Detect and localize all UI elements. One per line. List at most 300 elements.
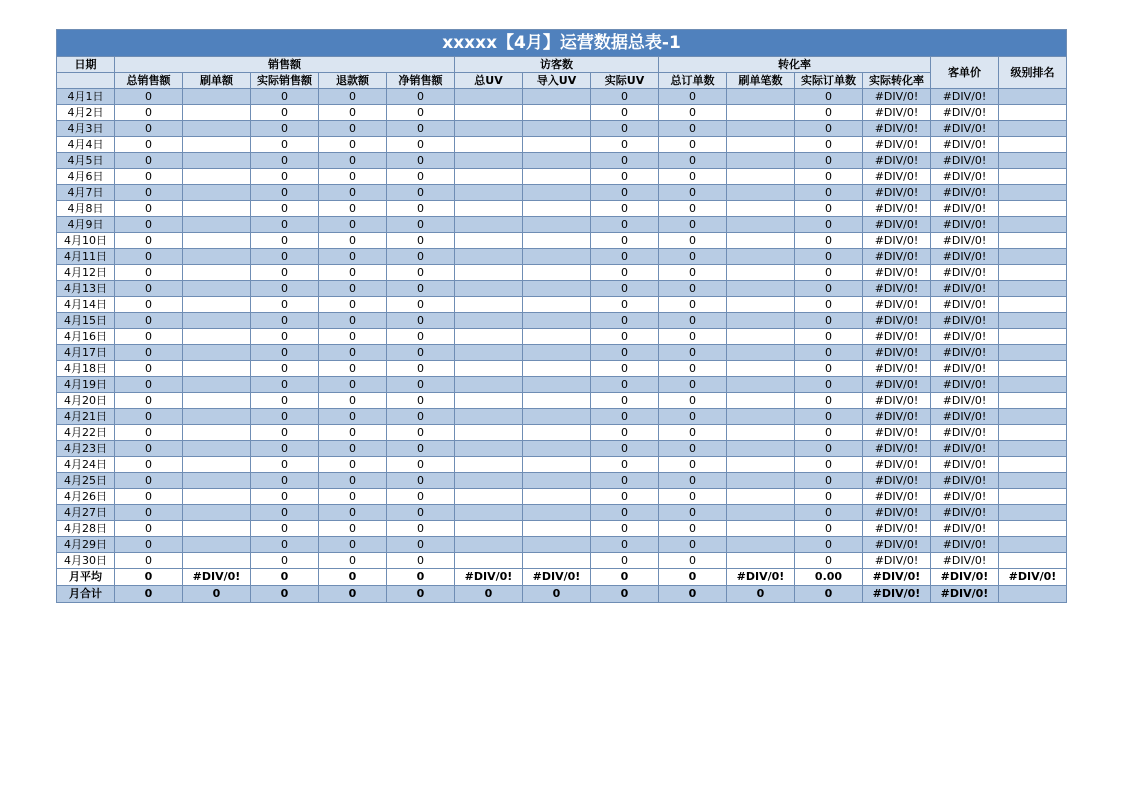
row-date: 4月11日 [57, 249, 115, 265]
summary-cell: 0 [115, 586, 183, 603]
table-row [57, 377, 1067, 393]
header-sales-group: 销售额 [115, 57, 455, 73]
table-cell: 0 [115, 105, 183, 121]
table-cell: #DIV/0! [931, 265, 999, 281]
table-cell: 0 [591, 249, 659, 265]
table-cell [727, 185, 795, 201]
table-cell: #DIV/0! [931, 441, 999, 457]
summary-cell: #DIV/0! [727, 569, 795, 586]
operations-summary-table [56, 29, 1067, 603]
summary-cell: 0 [455, 586, 523, 603]
table-cell: 0 [795, 473, 863, 489]
table-cell [455, 89, 523, 105]
summary-cell: 0 [387, 569, 455, 586]
header-actual-orders: 实际订单数 [795, 73, 863, 89]
table-cell: 0 [115, 121, 183, 137]
table-cell [455, 393, 523, 409]
table-row [57, 553, 1067, 569]
table-cell [455, 377, 523, 393]
table-row [57, 473, 1067, 489]
table-cell [523, 169, 591, 185]
table-cell: #DIV/0! [863, 489, 931, 505]
table-cell [999, 121, 1067, 137]
table-cell: 0 [591, 489, 659, 505]
table-cell: #DIV/0! [931, 329, 999, 345]
table-cell: 0 [115, 345, 183, 361]
table-cell [999, 185, 1067, 201]
table-row [57, 89, 1067, 105]
summary-cell: #DIV/0! [183, 569, 251, 586]
table-cell: 0 [659, 409, 727, 425]
header-net-sales: 净销售额 [387, 73, 455, 89]
table-cell [183, 441, 251, 457]
table-cell [999, 441, 1067, 457]
table-cell [455, 409, 523, 425]
row-date: 4月12日 [57, 265, 115, 281]
table-row [57, 137, 1067, 153]
row-date: 4月28日 [57, 521, 115, 537]
table-cell: 0 [115, 233, 183, 249]
summary-cell: #DIV/0! [863, 569, 931, 586]
table-cell: 0 [795, 361, 863, 377]
table-cell: 0 [591, 265, 659, 281]
table-cell: 0 [591, 137, 659, 153]
table-cell [183, 489, 251, 505]
header-unit-price: 客单价 [931, 57, 999, 89]
table-cell [455, 233, 523, 249]
table-cell: 0 [795, 553, 863, 569]
table-cell: 0 [115, 377, 183, 393]
table-cell: 0 [319, 361, 387, 377]
table-cell: 0 [659, 553, 727, 569]
table-cell [183, 105, 251, 121]
summary-cell: 0 [659, 586, 727, 603]
table-cell: #DIV/0! [863, 137, 931, 153]
table-cell: 0 [115, 265, 183, 281]
table-cell [455, 441, 523, 457]
table-cell: 0 [591, 89, 659, 105]
table-row [57, 297, 1067, 313]
table-cell: 0 [659, 393, 727, 409]
row-date: 4月3日 [57, 121, 115, 137]
table-cell: #DIV/0! [863, 121, 931, 137]
table-cell [523, 217, 591, 233]
table-row [57, 505, 1067, 521]
table-cell: 0 [591, 505, 659, 521]
table-cell: #DIV/0! [931, 169, 999, 185]
table-cell: #DIV/0! [863, 185, 931, 201]
row-date: 4月9日 [57, 217, 115, 233]
table-cell [455, 265, 523, 281]
table-cell [999, 137, 1067, 153]
table-cell: #DIV/0! [863, 377, 931, 393]
row-date: 4月26日 [57, 489, 115, 505]
table-cell: 0 [659, 377, 727, 393]
table-cell: 0 [795, 249, 863, 265]
header-date: 日期 [57, 57, 115, 73]
table-cell: 0 [319, 329, 387, 345]
table-cell: 0 [591, 281, 659, 297]
table-cell: #DIV/0! [931, 297, 999, 313]
table-cell: #DIV/0! [931, 393, 999, 409]
table-cell [183, 217, 251, 233]
table-cell [183, 185, 251, 201]
summary-cell: 0 [115, 569, 183, 586]
table-cell [455, 345, 523, 361]
summary-cell: #DIV/0! [523, 569, 591, 586]
table-cell [523, 409, 591, 425]
table-cell: #DIV/0! [931, 521, 999, 537]
table-cell: #DIV/0! [931, 201, 999, 217]
table-cell [999, 505, 1067, 521]
table-cell: 0 [387, 361, 455, 377]
table-cell: 0 [115, 473, 183, 489]
table-cell: #DIV/0! [863, 313, 931, 329]
table-cell [455, 281, 523, 297]
table-cell [999, 521, 1067, 537]
table-cell: 0 [319, 553, 387, 569]
table-cell: 0 [387, 153, 455, 169]
table-cell: 0 [659, 201, 727, 217]
table-cell: 0 [795, 409, 863, 425]
table-cell: #DIV/0! [863, 505, 931, 521]
table-cell: 0 [659, 89, 727, 105]
table-cell: 0 [115, 89, 183, 105]
header-actual-uv: 实际UV [591, 73, 659, 89]
sheet-title: xxxxx【4月】运营数据总表-1 [57, 30, 1067, 57]
table-cell: 0 [659, 169, 727, 185]
table-cell: 0 [387, 105, 455, 121]
table-cell: #DIV/0! [863, 409, 931, 425]
table-cell: 0 [251, 217, 319, 233]
table-row [57, 521, 1067, 537]
table-cell: 0 [387, 137, 455, 153]
table-cell [727, 425, 795, 441]
header-actual-sales: 实际销售额 [251, 73, 319, 89]
table-cell [727, 553, 795, 569]
table-cell: 0 [251, 89, 319, 105]
table-cell [523, 89, 591, 105]
table-cell: 0 [591, 457, 659, 473]
table-row [57, 537, 1067, 553]
table-cell [183, 153, 251, 169]
table-cell [455, 425, 523, 441]
table-cell: #DIV/0! [863, 441, 931, 457]
table-cell [455, 169, 523, 185]
table-row [57, 329, 1067, 345]
table-cell: #DIV/0! [931, 185, 999, 201]
table-cell [999, 537, 1067, 553]
table-cell: 0 [115, 217, 183, 233]
table-cell: #DIV/0! [931, 249, 999, 265]
table-cell [455, 313, 523, 329]
table-cell [183, 329, 251, 345]
table-cell [523, 329, 591, 345]
table-cell: 0 [115, 361, 183, 377]
table-cell: 0 [795, 377, 863, 393]
summary-cell: 0 [319, 586, 387, 603]
table-cell: 0 [387, 393, 455, 409]
table-cell: #DIV/0! [863, 297, 931, 313]
table-cell [183, 473, 251, 489]
table-cell: 0 [115, 537, 183, 553]
table-cell: 0 [251, 233, 319, 249]
table-cell: #DIV/0! [931, 345, 999, 361]
table-cell: 0 [591, 153, 659, 169]
table-cell: 0 [115, 425, 183, 441]
table-cell: 0 [319, 153, 387, 169]
table-cell: 0 [387, 457, 455, 473]
table-cell: #DIV/0! [863, 457, 931, 473]
table-row [57, 281, 1067, 297]
table-cell: 0 [319, 249, 387, 265]
table-cell [183, 297, 251, 313]
table-cell: 0 [795, 297, 863, 313]
table-cell: 0 [387, 377, 455, 393]
table-cell [523, 201, 591, 217]
table-cell [183, 313, 251, 329]
table-cell [727, 105, 795, 121]
table-cell: 0 [591, 377, 659, 393]
table-cell: 0 [387, 409, 455, 425]
table-cell [455, 537, 523, 553]
table-cell [727, 409, 795, 425]
table-cell: 0 [795, 521, 863, 537]
row-date: 4月22日 [57, 425, 115, 441]
table-cell: #DIV/0! [931, 473, 999, 489]
summary-cell: 0 [591, 586, 659, 603]
header-visitors-group: 访客数 [455, 57, 659, 73]
table-cell: 0 [115, 297, 183, 313]
table-cell [523, 281, 591, 297]
table-cell [455, 361, 523, 377]
table-cell [999, 313, 1067, 329]
table-cell [999, 105, 1067, 121]
row-date: 4月4日 [57, 137, 115, 153]
table-cell: 0 [319, 297, 387, 313]
table-cell: 0 [319, 121, 387, 137]
table-cell: 0 [319, 393, 387, 409]
table-cell: #DIV/0! [931, 457, 999, 473]
table-cell [727, 169, 795, 185]
table-cell [183, 281, 251, 297]
table-cell [727, 473, 795, 489]
table-cell: 0 [591, 425, 659, 441]
table-cell: 0 [795, 169, 863, 185]
summary-cell: 0 [183, 586, 251, 603]
table-cell: 0 [319, 265, 387, 281]
table-cell: 0 [659, 121, 727, 137]
table-cell: 0 [319, 505, 387, 521]
table-cell: 0 [115, 489, 183, 505]
monthly-average-row [57, 569, 1067, 586]
row-date: 4月21日 [57, 409, 115, 425]
table-cell: 0 [115, 169, 183, 185]
table-cell: 0 [659, 297, 727, 313]
summary-cell: #DIV/0! [931, 569, 999, 586]
table-cell: 0 [251, 377, 319, 393]
table-cell [727, 393, 795, 409]
table-cell: 0 [319, 377, 387, 393]
table-cell [523, 441, 591, 457]
table-cell: 0 [795, 329, 863, 345]
table-cell: 0 [251, 409, 319, 425]
table-cell: #DIV/0! [931, 489, 999, 505]
row-date: 4月16日 [57, 329, 115, 345]
table-cell: 0 [387, 505, 455, 521]
table-cell: 0 [591, 201, 659, 217]
table-cell: 0 [659, 361, 727, 377]
table-cell: 0 [251, 249, 319, 265]
table-cell: #DIV/0! [863, 201, 931, 217]
table-cell [727, 329, 795, 345]
table-cell [183, 121, 251, 137]
table-cell: 0 [319, 457, 387, 473]
table-cell [523, 553, 591, 569]
table-cell: 0 [659, 137, 727, 153]
summary-cell: #DIV/0! [455, 569, 523, 586]
table-cell [455, 137, 523, 153]
table-cell [455, 329, 523, 345]
table-cell: 0 [659, 217, 727, 233]
table-cell [183, 345, 251, 361]
table-cell [727, 153, 795, 169]
table-cell [455, 297, 523, 313]
table-cell: 0 [659, 489, 727, 505]
table-row [57, 425, 1067, 441]
table-cell: #DIV/0! [931, 121, 999, 137]
table-cell [183, 377, 251, 393]
table-cell [727, 521, 795, 537]
table-cell [455, 105, 523, 121]
table-cell: #DIV/0! [931, 105, 999, 121]
summary-label: 月合计 [57, 586, 115, 603]
table-row [57, 409, 1067, 425]
row-date: 4月18日 [57, 361, 115, 377]
table-row [57, 185, 1067, 201]
table-cell: #DIV/0! [931, 425, 999, 441]
table-cell: 0 [591, 105, 659, 121]
table-cell [455, 457, 523, 473]
row-date: 4月6日 [57, 169, 115, 185]
table-cell: 0 [251, 441, 319, 457]
table-cell [523, 473, 591, 489]
table-cell: 0 [251, 281, 319, 297]
table-cell [727, 537, 795, 553]
table-cell: #DIV/0! [931, 89, 999, 105]
table-cell: #DIV/0! [931, 313, 999, 329]
table-cell: #DIV/0! [863, 473, 931, 489]
summary-cell [999, 586, 1067, 603]
table-row [57, 169, 1067, 185]
table-cell: 0 [387, 521, 455, 537]
table-cell [999, 249, 1067, 265]
table-cell [523, 265, 591, 281]
table-cell: 0 [795, 393, 863, 409]
table-cell: 0 [387, 121, 455, 137]
table-cell: 0 [591, 441, 659, 457]
table-row [57, 217, 1067, 233]
summary-cell: #DIV/0! [931, 586, 999, 603]
table-cell: 0 [251, 153, 319, 169]
table-cell [183, 505, 251, 521]
table-cell [999, 153, 1067, 169]
table-cell: 0 [795, 441, 863, 457]
table-cell: 0 [659, 265, 727, 281]
table-cell: 0 [591, 553, 659, 569]
table-cell: 0 [795, 265, 863, 281]
summary-cell: 0 [523, 586, 591, 603]
table-row [57, 233, 1067, 249]
table-cell: #DIV/0! [863, 249, 931, 265]
table-cell [523, 137, 591, 153]
table-cell: #DIV/0! [863, 425, 931, 441]
header-imported-uv: 导入UV [523, 73, 591, 89]
table-cell [727, 361, 795, 377]
table-cell [999, 233, 1067, 249]
table-cell: #DIV/0! [863, 265, 931, 281]
table-cell: 0 [591, 473, 659, 489]
row-date: 4月30日 [57, 553, 115, 569]
table-cell: 0 [319, 489, 387, 505]
table-cell [523, 425, 591, 441]
table-cell: #DIV/0! [931, 233, 999, 249]
table-cell: 0 [251, 473, 319, 489]
table-cell: #DIV/0! [863, 89, 931, 105]
table-cell: #DIV/0! [863, 361, 931, 377]
table-cell: #DIV/0! [931, 553, 999, 569]
table-cell: 0 [659, 313, 727, 329]
table-cell: 0 [591, 521, 659, 537]
table-cell [455, 505, 523, 521]
table-row [57, 265, 1067, 281]
table-cell: 0 [795, 89, 863, 105]
table-cell [455, 473, 523, 489]
table-cell: 0 [591, 329, 659, 345]
table-cell: 0 [319, 89, 387, 105]
table-cell: 0 [659, 185, 727, 201]
table-cell: 0 [659, 105, 727, 121]
table-cell: 0 [795, 345, 863, 361]
table-cell: 0 [659, 249, 727, 265]
table-cell [999, 169, 1067, 185]
table-cell: #DIV/0! [931, 217, 999, 233]
table-row [57, 313, 1067, 329]
table-cell [455, 489, 523, 505]
table-cell: 0 [387, 281, 455, 297]
table-cell: 0 [591, 233, 659, 249]
table-cell: 0 [659, 281, 727, 297]
table-cell [727, 249, 795, 265]
table-row [57, 361, 1067, 377]
table-cell [455, 185, 523, 201]
summary-cell: 0.00 [795, 569, 863, 586]
row-date: 4月27日 [57, 505, 115, 521]
table-cell [183, 201, 251, 217]
summary-cell: 0 [319, 569, 387, 586]
table-cell [183, 249, 251, 265]
table-cell: 0 [387, 537, 455, 553]
table-cell: 0 [387, 233, 455, 249]
table-cell: 0 [387, 249, 455, 265]
header-fake-order-amount: 刷单额 [183, 73, 251, 89]
table-row [57, 121, 1067, 137]
table-cell [183, 89, 251, 105]
row-date: 4月14日 [57, 297, 115, 313]
table-cell [183, 521, 251, 537]
table-cell: #DIV/0! [863, 169, 931, 185]
table-cell: 0 [387, 217, 455, 233]
